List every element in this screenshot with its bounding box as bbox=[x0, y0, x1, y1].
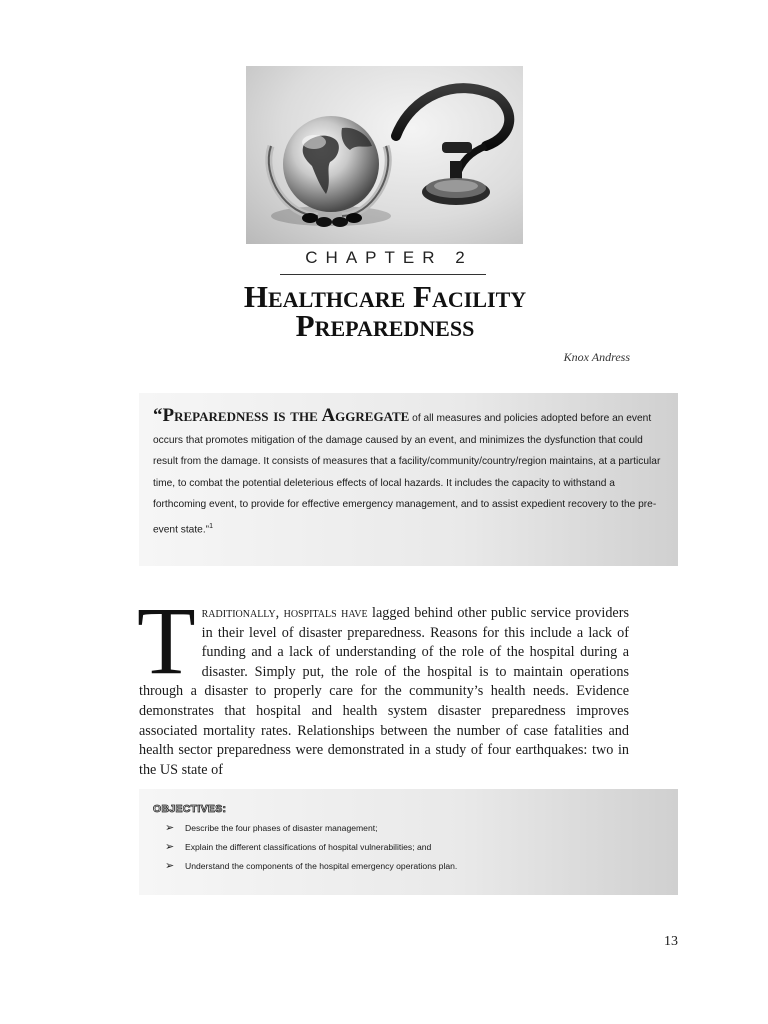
objective-text: Describe the four phases of disaster management; bbox=[185, 823, 378, 833]
intro-lead-caps: raditionally, hospitals have bbox=[201, 605, 368, 621]
chapter-image-globe-stethoscope bbox=[246, 66, 523, 244]
chapter-title-line-1: Healthcare Facility bbox=[243, 279, 527, 314]
objectives-box bbox=[139, 789, 678, 895]
objective-text: Explain the different classifications of hospital vulnerabilities; and bbox=[185, 842, 432, 852]
objectives-list bbox=[153, 819, 664, 876]
objective-text: Understand the components of the hospital emergency operations plan. bbox=[185, 861, 458, 871]
chapter-author: Knox Andress bbox=[563, 350, 630, 364]
page-number: 13 bbox=[664, 934, 678, 949]
definition-quote bbox=[153, 405, 664, 541]
quote-body: of all measures and policies adopted before an event occurs that promotes mitigation of the damage caused by an event, and minimizes the dysfunction that could result from the damage. It consists of measures that a facility/community/country/region maintains, at a particular time, to combat the potential deleterious effects of local hazards. It includes the capacity to withstand a forthcoming event, to provide for effective emergency management, and to assist expedient recovery to the pre-event state.” bbox=[153, 413, 661, 536]
arrowhead-icon: ➢ bbox=[165, 822, 175, 834]
objective-item bbox=[165, 838, 664, 857]
chapter-divider bbox=[280, 274, 486, 275]
chapter-title bbox=[150, 279, 620, 343]
quote-footnote-marker: 1 bbox=[209, 522, 213, 530]
quote-lead-phrase: “Preparedness is the Aggregate bbox=[153, 405, 410, 426]
objective-item bbox=[165, 857, 664, 876]
chapter-label: CHAPTER 2 bbox=[305, 248, 473, 267]
arrowhead-icon: ➢ bbox=[165, 841, 175, 853]
chapter-intro-paragraph bbox=[137, 587, 629, 780]
globe-stethoscope-illustration bbox=[246, 66, 523, 244]
intro-body-text: lagged behind other public service providers in their level of disaster preparedness. Reasons for this include a lack of funding and a lack of understanding of the role of the hospital during a disaster. Simply put, the role of the hospital is to maintain operations through a disaster to properly care for the community’s health needs. Evidence demonstrates that hospital and health system disaster preparedness improves associated mortality rates. Relationships between the number of case fatalities and health sector preparedness were demonstrated in a study of four earthquakes: two in the US state of bbox=[139, 605, 629, 778]
chapter-title-line-2: Preparedness bbox=[295, 308, 475, 343]
objectives-heading: OBJECTIVES: bbox=[153, 803, 227, 815]
definition-quote-box bbox=[139, 393, 678, 566]
drop-cap-letter: T bbox=[137, 587, 196, 694]
arrowhead-icon: ➢ bbox=[165, 860, 175, 872]
objective-item bbox=[165, 819, 664, 838]
